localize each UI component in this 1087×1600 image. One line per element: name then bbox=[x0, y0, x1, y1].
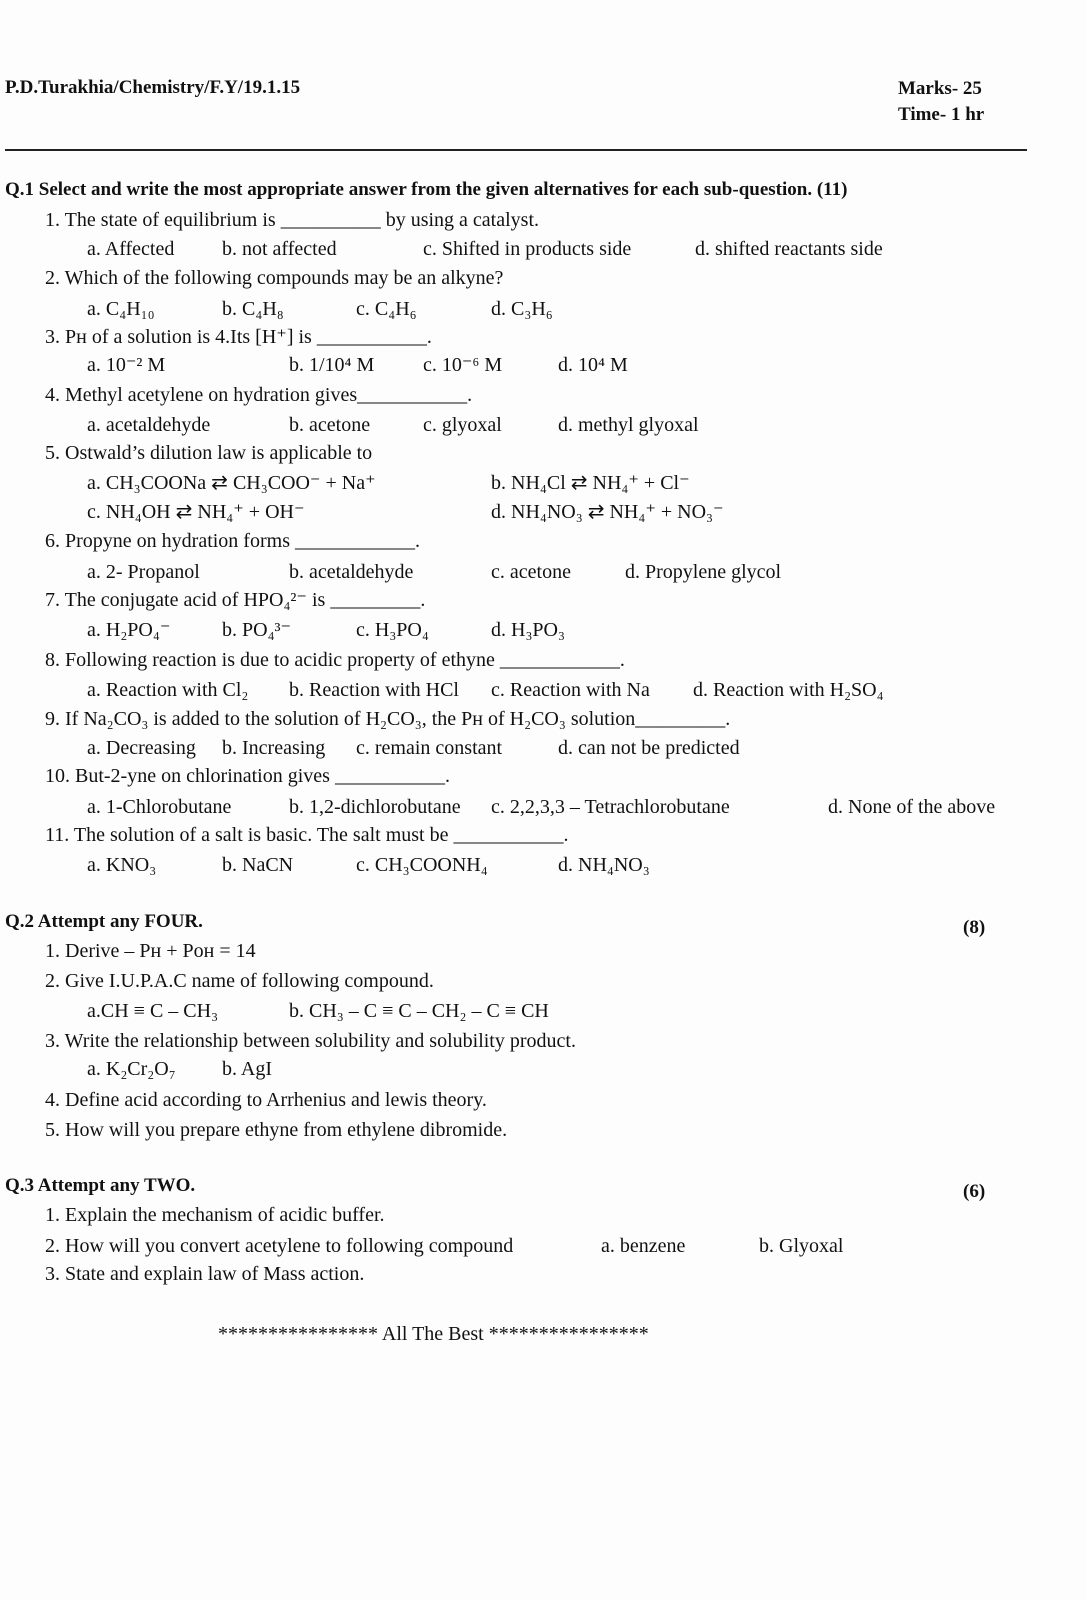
q1-option: d. C₃H₆ bbox=[491, 298, 553, 320]
q3-heading: Q.3 Attempt any TWO. bbox=[5, 1175, 196, 1196]
q1-option: b. Reaction with HCl bbox=[289, 679, 459, 701]
q3-item: 1. Explain the mechanism of acidic buffer. bbox=[45, 1204, 385, 1226]
q1-option: c. acetone bbox=[491, 561, 571, 583]
q1-option: a. Affected bbox=[87, 238, 175, 260]
q1-option: c. C₄H₆ bbox=[356, 298, 417, 320]
q1-option: b. 1,2-dichlorobutane bbox=[289, 796, 461, 818]
q2-option: a.CH ≡ C – CH₃ bbox=[87, 1000, 219, 1022]
q1-option: a. 1-Chlorobutane bbox=[87, 796, 232, 818]
footer-message: **************** All The Best **************** bbox=[218, 1323, 649, 1345]
q2-option: a. K₂Cr₂O₇ bbox=[87, 1058, 176, 1080]
q2-item: 1. Derive – Pʜ + Pᴏʜ = 14 bbox=[45, 940, 256, 962]
q1-option: d. can not be predicted bbox=[558, 737, 740, 759]
q2-marks: (8) bbox=[963, 917, 986, 938]
paper-reference: P.D.Turakhia/Chemistry/F.Y/19.1.15 bbox=[5, 77, 301, 98]
q3-option: a. benzene bbox=[601, 1235, 686, 1257]
q1-question: 10. But-2-yne on chlorination gives ___________. bbox=[45, 765, 450, 787]
q3-item: 3. State and explain law of Mass action. bbox=[45, 1263, 365, 1285]
q1-option: d. H₃PO₃ bbox=[491, 619, 565, 641]
q2-option: b. AgI bbox=[222, 1058, 272, 1080]
q1-option: b. not affected bbox=[222, 238, 337, 260]
q1-option: a. 10⁻² M bbox=[87, 354, 166, 376]
q1-option: a. Decreasing bbox=[87, 737, 196, 759]
q1-option: d. methyl glyoxal bbox=[558, 414, 699, 436]
q1-question: 9. If Na₂CO₃ is added to the solution of H₂CO₃, the Pʜ of H₂CO₃ solution_________. bbox=[45, 708, 731, 730]
q1-option: c. 10⁻⁶ M bbox=[423, 354, 503, 376]
q1-question: 6. Propyne on hydration forms ____________. bbox=[45, 530, 420, 552]
q2-item: 4. Define acid according to Arrhenius and lewis theory. bbox=[45, 1089, 487, 1111]
q1-option: b. acetone bbox=[289, 414, 371, 436]
q1-option: d. NH₄NO₃ ⇄ NH₄⁺ + NO₃⁻ bbox=[491, 501, 724, 523]
q1-option: b. 1/10⁴ M bbox=[289, 354, 375, 376]
q1-option: a. C₄H₁₀ bbox=[87, 298, 155, 320]
q1-option: c. 2,2,3,3 – Tetrachlorobutane bbox=[491, 796, 730, 818]
q1-question: 8. Following reaction is due to acidic property of ethyne ____________. bbox=[45, 649, 625, 671]
q1-question: 2. Which of the following compounds may be an alkyne? bbox=[45, 267, 504, 289]
marks-label: Marks- 25 bbox=[898, 78, 982, 99]
q2-item: 3. Write the relationship between solubility and solubility product. bbox=[45, 1030, 576, 1052]
q1-question: 11. The solution of a salt is basic. The salt must be ___________. bbox=[45, 824, 569, 846]
q1-option: c. glyoxal bbox=[423, 414, 502, 436]
q1-question: 4. Methyl acetylene on hydration gives___________. bbox=[45, 384, 473, 406]
q2-item: 2. Give I.U.P.A.C name of following compound. bbox=[45, 970, 434, 992]
q2-option: b. CH₃ – C ≡ C – CH₂ – C ≡ CH bbox=[289, 1000, 549, 1022]
q1-option: a. Reaction with Cl₂ bbox=[87, 679, 249, 701]
q1-option: a. CH₃COONa ⇄ CH₃COO⁻ + Na⁺ bbox=[87, 472, 376, 494]
q1-option: a. H₂PO₄⁻ bbox=[87, 619, 171, 641]
q1-option: a. KNO₃ bbox=[87, 854, 157, 876]
q1-option: d. None of the above bbox=[828, 796, 996, 818]
q1-option: c. Reaction with Na bbox=[491, 679, 650, 701]
q1-question: 3. Pʜ of a solution is 4.Its [H⁺] is ___________. bbox=[45, 326, 432, 348]
q1-option: b. PO₄³⁻ bbox=[222, 619, 292, 641]
q2-item: 5. How will you prepare ethyne from ethylene dibromide. bbox=[45, 1119, 508, 1141]
q1-option: d. NH₄NO₃ bbox=[558, 854, 650, 876]
q1-option: a. acetaldehyde bbox=[87, 414, 211, 436]
q3-option: b. Glyoxal bbox=[759, 1235, 844, 1257]
q3-item: 2. How will you convert acetylene to following compound bbox=[45, 1235, 514, 1257]
q1-option: c. CH₃COONH₄ bbox=[356, 854, 488, 876]
q1-option: a. 2- Propanol bbox=[87, 561, 200, 583]
q1-option: b. NH₄Cl ⇄ NH₄⁺ + Cl⁻ bbox=[491, 472, 690, 494]
q3-marks: (6) bbox=[963, 1181, 986, 1202]
q1-option: b. C₄H₈ bbox=[222, 298, 284, 320]
q1-option: b. Increasing bbox=[222, 737, 326, 759]
time-label: Time- 1 hr bbox=[898, 104, 985, 125]
q1-option: b. NaCN bbox=[222, 854, 294, 876]
q1-question: 7. The conjugate acid of HPO₄²⁻ is _________. bbox=[45, 589, 426, 611]
q1-option: d. shifted reactants side bbox=[695, 238, 883, 260]
q1-question: 5. Ostwald’s dilution law is applicable to bbox=[45, 442, 373, 464]
q1-option: c. remain constant bbox=[356, 737, 503, 759]
header-divider bbox=[5, 149, 1027, 151]
q1-heading: Q.1 Select and write the most appropriate answer from the given alternatives for each sub-question. (11) bbox=[5, 179, 848, 200]
q1-option: c. NH₄OH ⇄ NH₄⁺ + OH⁻ bbox=[87, 501, 305, 523]
q1-option: d. 10⁴ M bbox=[558, 354, 628, 376]
q2-heading: Q.2 Attempt any FOUR. bbox=[5, 911, 203, 932]
q1-option: d. Reaction with H₂SO₄ bbox=[693, 679, 884, 701]
q1-question: 1. The state of equilibrium is __________ by using a catalyst. bbox=[45, 209, 540, 231]
q1-option: c. H₃PO₄ bbox=[356, 619, 429, 641]
q1-option: d. Propylene glycol bbox=[625, 561, 782, 583]
q1-option: c. Shifted in products side bbox=[423, 238, 632, 260]
q1-option: b. acetaldehyde bbox=[289, 561, 414, 583]
